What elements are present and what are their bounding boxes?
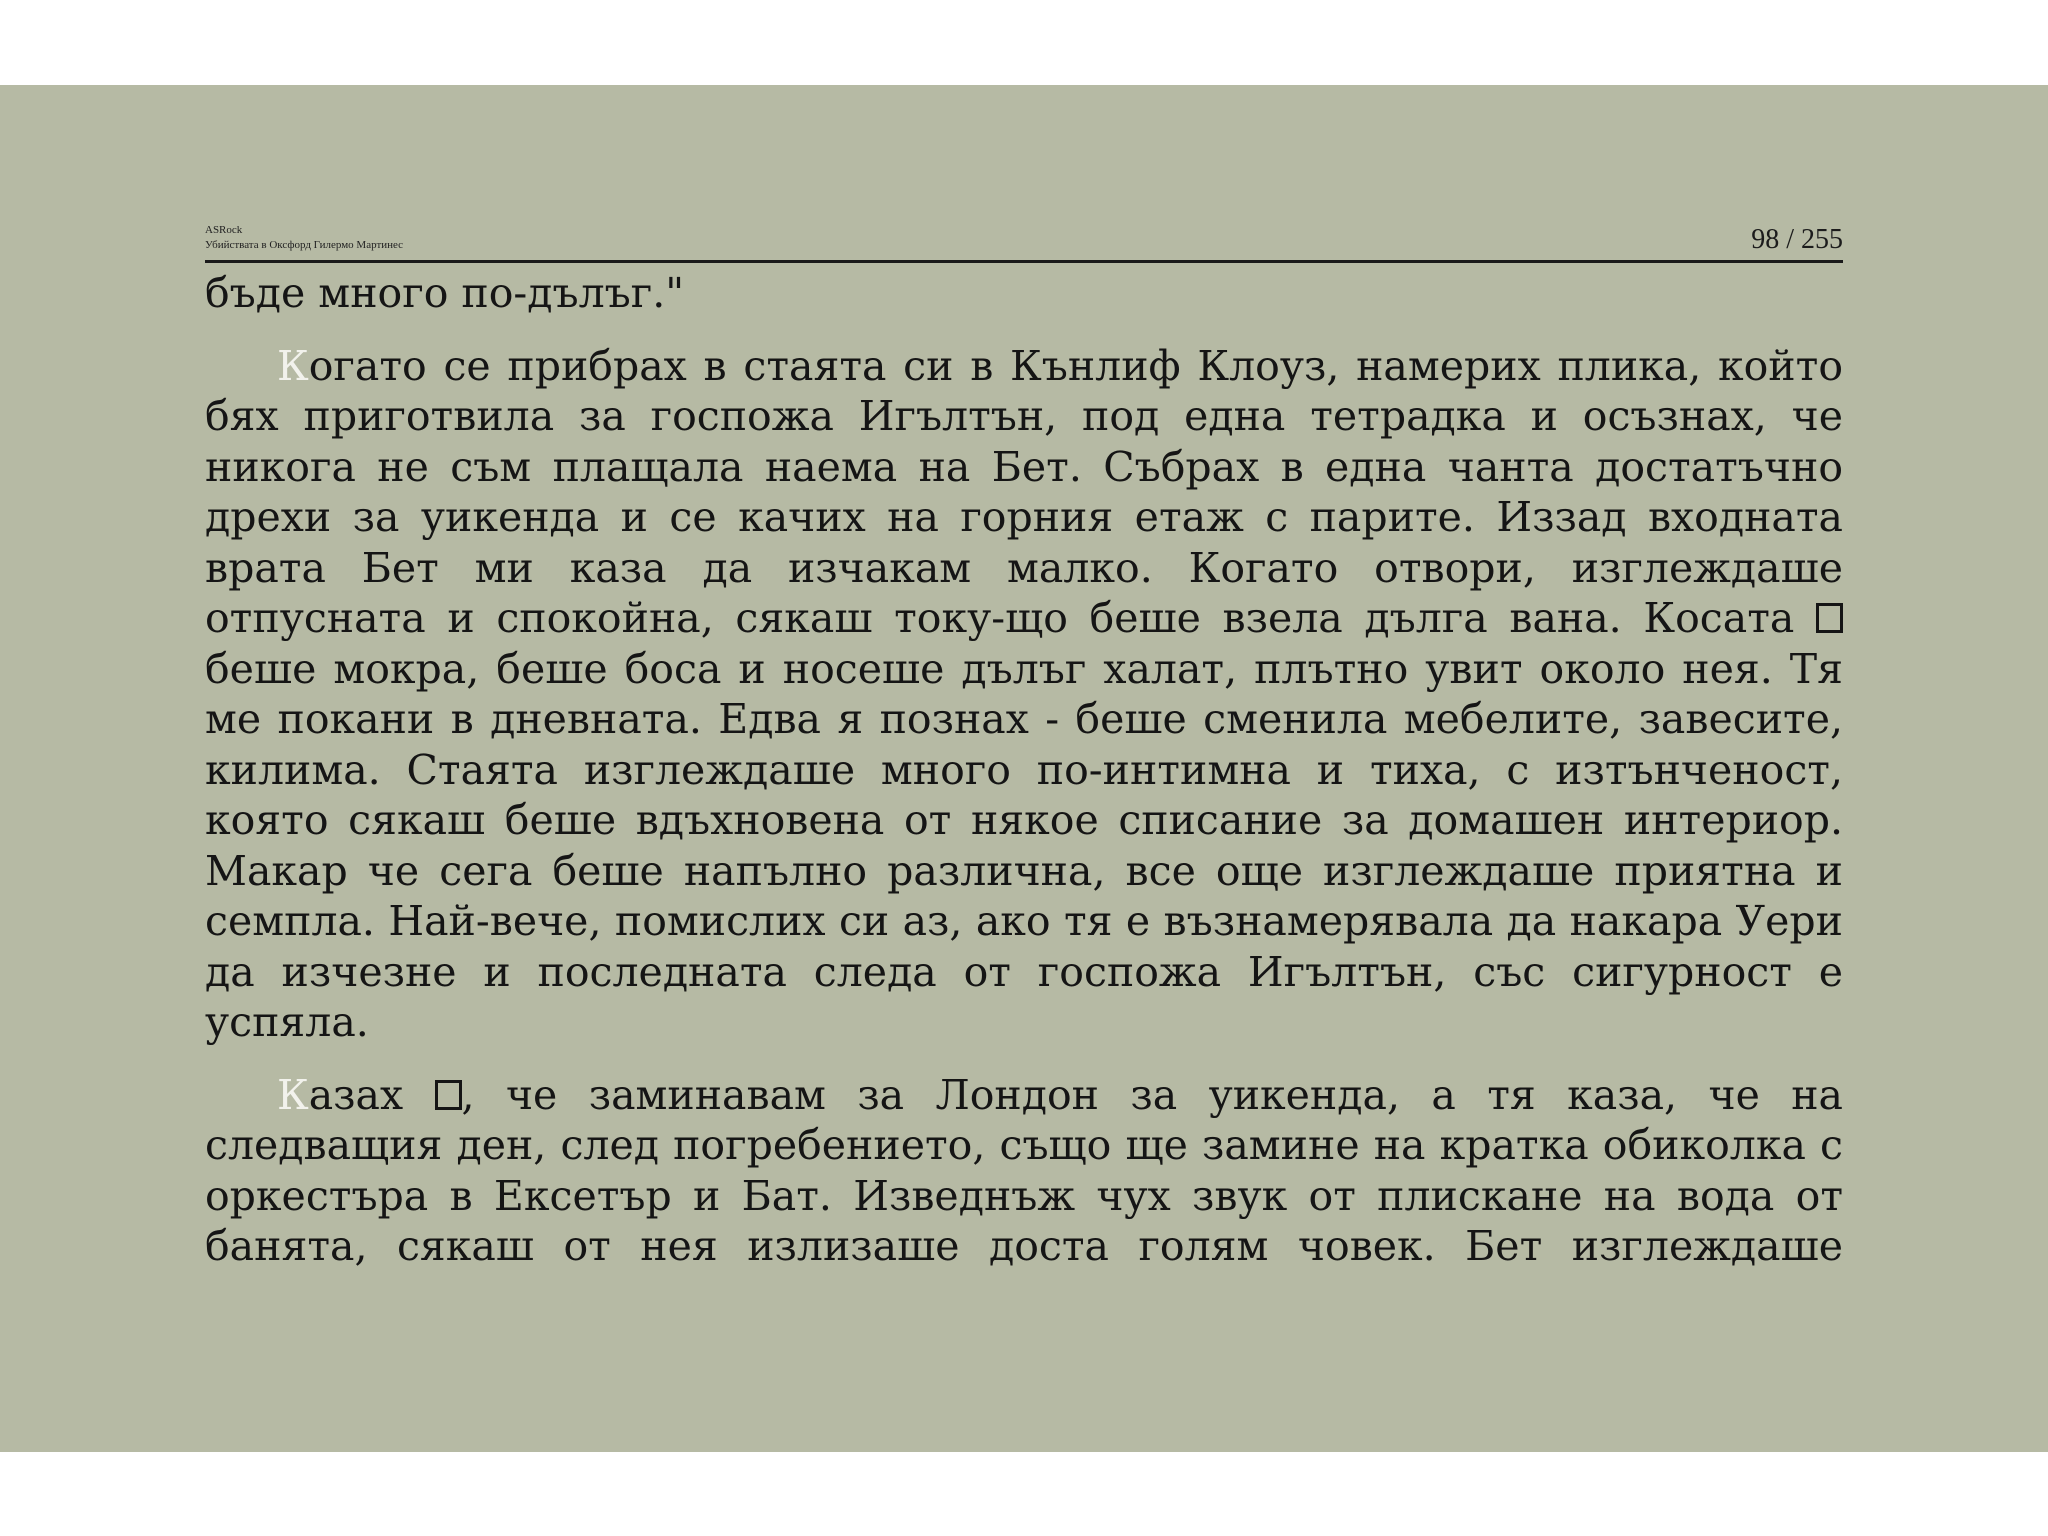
paragraph-1-text-b: беше мокра, беше боса и носеше дълъг халат, плътно увит около нея. Тя ме покани в дневната. Едва я познах - беше сменила мебелите, завесите, килима. Стаята изглеждаше много по-интимна и тиха, с изтънченост, която сякаш беше вдъхновена от някое списание за домашен интериор. Макар че сега беше напълно различна, все още изглеждаше приятна и семпла. Най-вече, помислих си аз, ако тя е възнамерявала да накара Уери да изчезне и последната следа от госпожа Игълтън, със сигурност е успяла. <box>205 644 1843 1046</box>
missing-glyph-box <box>1816 603 1843 633</box>
book-text <box>205 268 1843 1294</box>
missing-glyph-box <box>435 1080 462 1110</box>
paragraph-2-text-a: азах <box>308 1070 435 1119</box>
dropcap-letter: К <box>277 1070 309 1119</box>
paragraph-1-text-a: огато се прибрах в стаята си в Кънлиф Клоуз, намерих плика, който бях приготвила за госпожа Игълтън, под една тетрадка и осъзнах, че никога не съм плащала наема на Бет. Събрах в една чанта достатъчно дрехи за уикенда и се качих на горния етаж с парите. Иззад входната врата Бет ми каза да изчакам малко. Когато отвори, изглеждаше отпусната и спокойна, сякаш току-що беше взела дълга вана. Косата <box>205 341 1843 642</box>
page-number: 98 / 255 <box>1751 224 1843 255</box>
page-header <box>205 220 1843 263</box>
continuation-line: бъде много по-дълъг." <box>205 269 685 317</box>
paragraph-2 <box>205 1070 1843 1272</box>
book-title-line: Убийствата в Оксфорд Гилермо Мартинес <box>205 239 404 251</box>
dropcap-letter: К <box>277 341 309 390</box>
author-line: ASRock <box>205 224 243 236</box>
paragraph-1 <box>205 341 1843 1048</box>
paragraph-2-text-b: , че заминавам за Лондон за уикенда, а тя каза, че на следващия ден, след погребението, също ще замине на кратка обиколка с оркестъра в Ексетър и Бат. Изведнъж чух звук от плискане на вода от банята, сякаш от нея излизаше доста голям човек. Бет изглеждаше <box>205 1070 1844 1270</box>
running-header <box>205 223 403 253</box>
